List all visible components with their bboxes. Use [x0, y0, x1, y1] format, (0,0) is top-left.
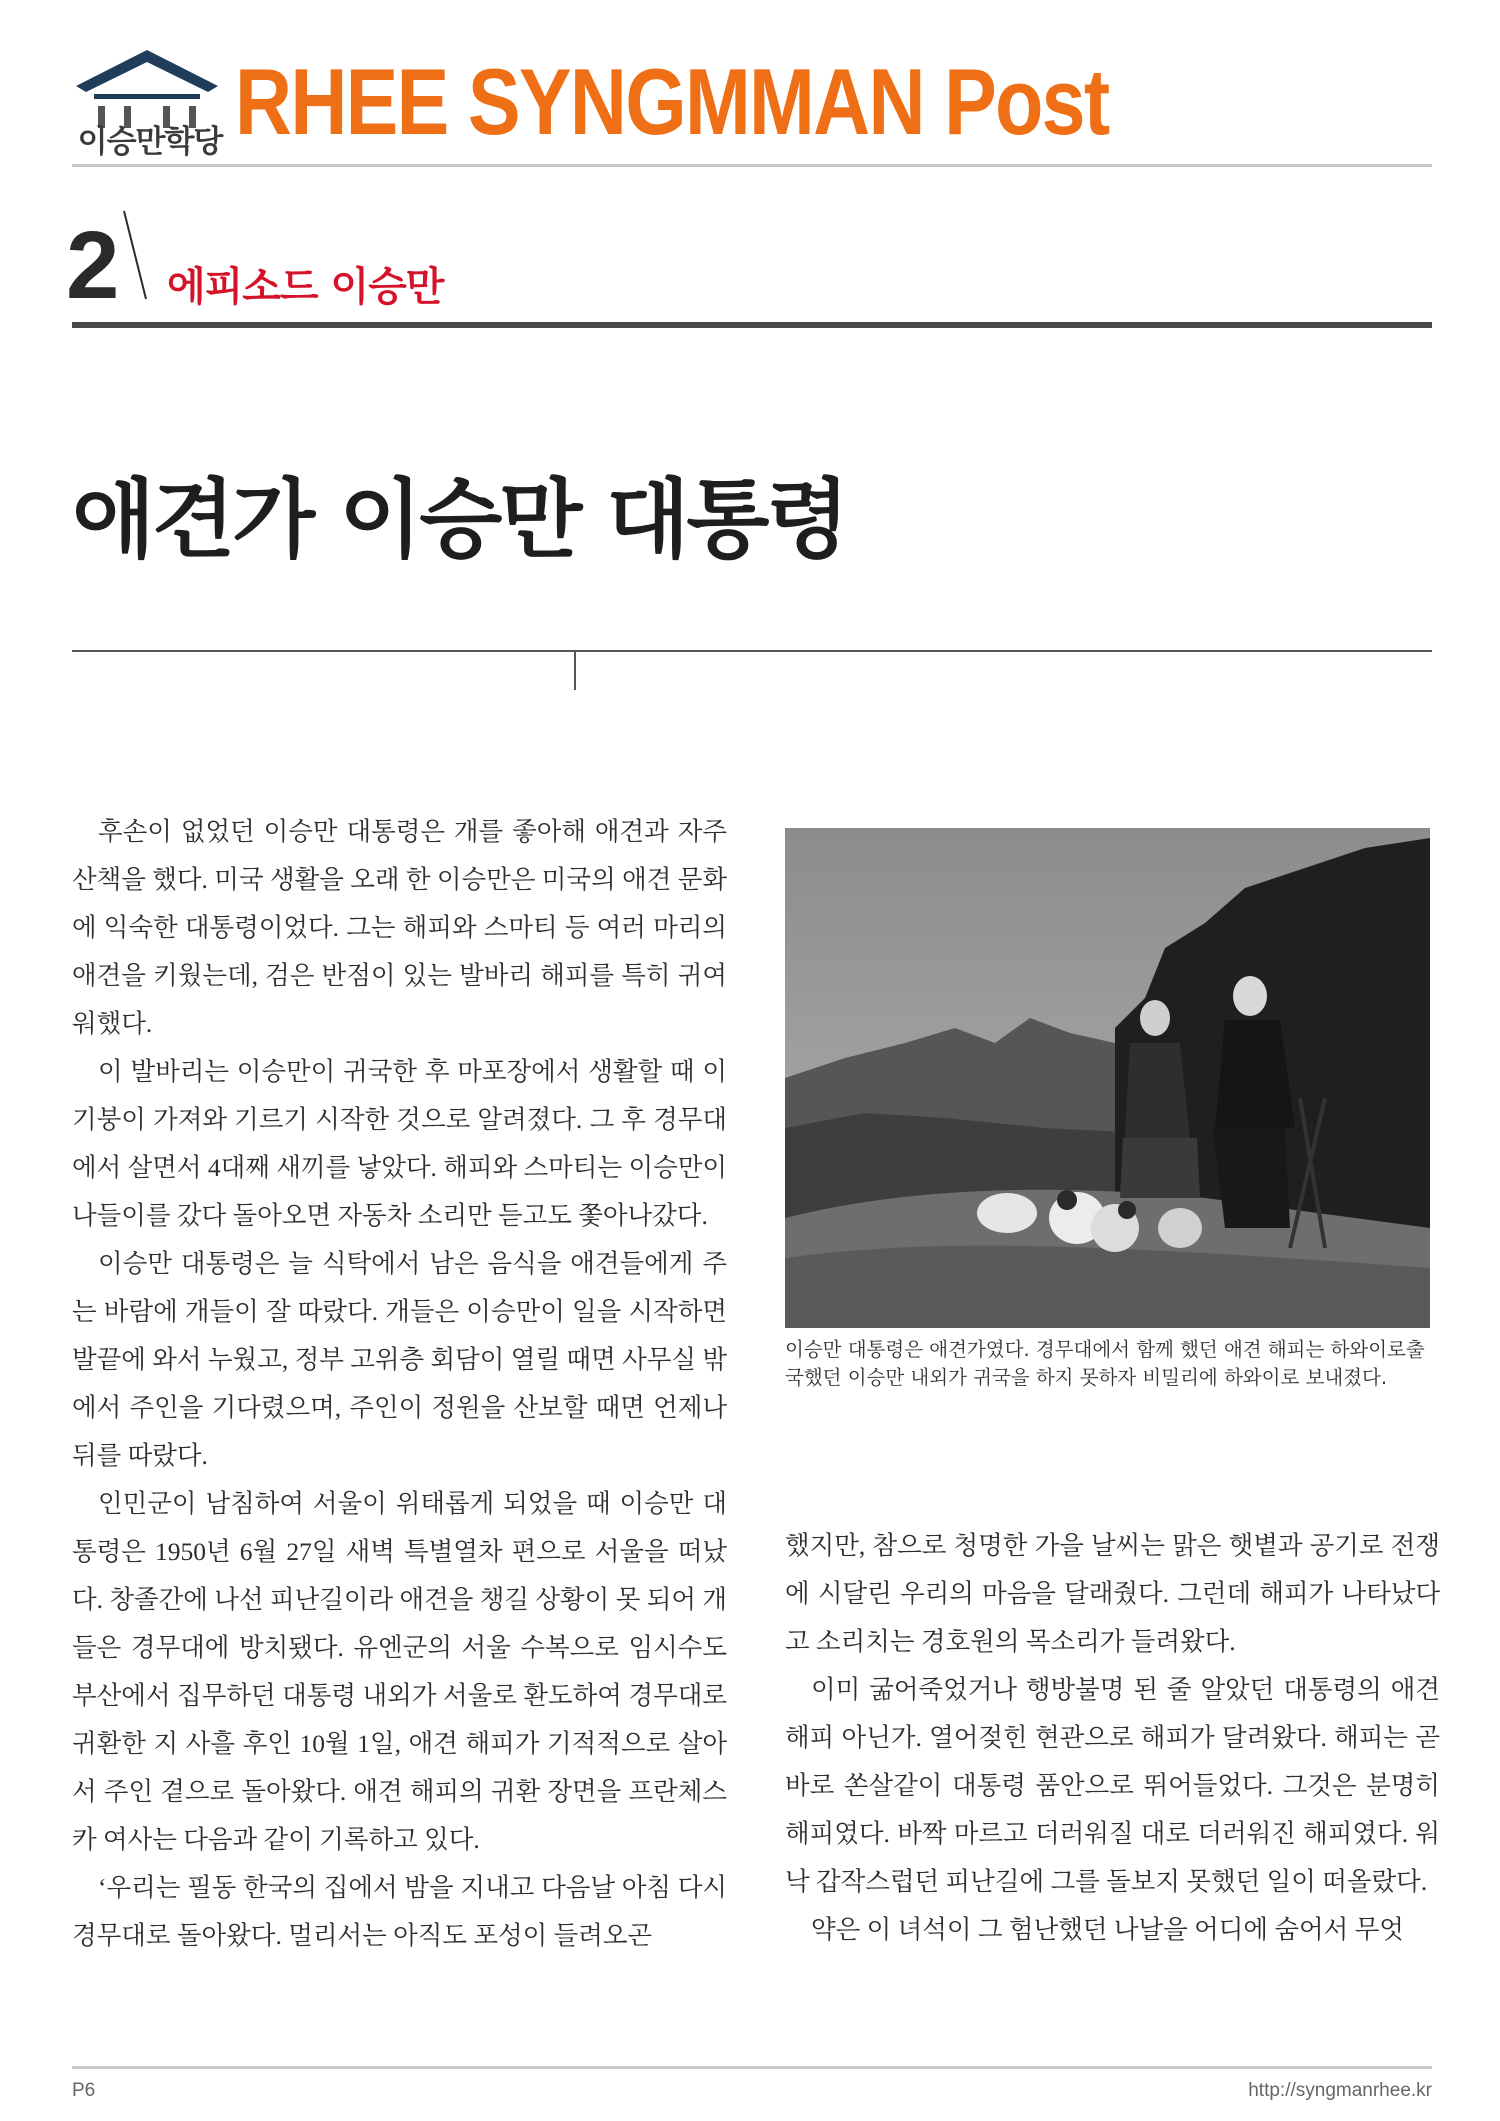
photo-illustration — [785, 828, 1430, 1328]
paragraph: 이 발바리는 이승만이 귀국한 후 마포장에서 생활할 때 이기붕이 가져와 기르기 시작한 것으로 알려졌다. 그 후 경무대에서 살면서 4대째 새끼를 낳았다. 해피와 스마티는 이승만이 나들이를 갔다 돌아오면 자동차 소리만 듣고도 쫓아나갔다. — [72, 1057, 727, 1230]
paragraph: 후손이 없었던 이승만 대통령은 개를 좋아해 애견과 자주 산책을 했다. 미국 생활을 오래 한 이승만은 미국의 애견 문화에 익숙한 대통령이었다. 그는 해피와 스마티 등 여러 마리의 애견을 키웠는데, 검은 반점이 있는 발바리 해피를 특히 귀여워했다. — [72, 817, 727, 1038]
photo-caption: 이승만 대통령은 애견가였다. 경무대에서 함께 했던 애견 해피는 하와이로출국했던 이승만 내외가 귀국을 하지 못하자 비밀리에 하와이로 보내졌다. — [785, 1338, 1425, 1389]
section-divider — [72, 322, 1432, 328]
header-divider — [72, 164, 1432, 167]
paragraph: ‘우리는 필동 한국의 집에서 밤을 지내고 다음날 아침 다시 경무대로 돌아왔다. 멀리서는 아직도 포성이 들려오곤 — [72, 1873, 727, 1950]
article-left-column — [72, 808, 727, 1960]
logo-text: 이승만학당 — [77, 124, 223, 160]
section-slash-divider — [120, 205, 150, 305]
paragraph: 이미 굶어죽었거나 행방불명 된 줄 알았던 대통령의 애견 해피 아닌가. 열어젖힌 현관으로 해피가 달려왔다. 해피는 곧바로 쏜살같이 대통령 품안으로 뛰어들었다. 그것은 분명히 해피였다. 바짝 마르고 더러워질 대로 더러워진 해피였다. 워낙 갑작스럽던 피난길에 그를 돌보지 못했던 일이 떠올랐다. — [785, 1675, 1440, 1896]
section-number: 2 — [66, 212, 120, 319]
article-headline: 애견가 이승만 대통령 — [72, 470, 847, 570]
footer-url[interactable]: http://syngmanrhee.kr — [1248, 2080, 1432, 2101]
footer-divider — [72, 2066, 1432, 2069]
page-number: P6 — [72, 2080, 96, 2101]
article-right-column — [785, 1522, 1440, 1954]
publication-title: RHEE SYNGMMAN Post — [235, 49, 1109, 154]
paragraph: 약은 이 녀석이 그 험난했던 나날을 어디에 숨어서 무엇 — [811, 1915, 1404, 1944]
article-photo — [785, 828, 1430, 1328]
paragraph: 이승만 대통령은 늘 식탁에서 남은 음식을 애견들에게 주는 바람에 개들이 잘 따랐다. 개들은 이승만이 일을 시작하면 발끝에 와서 누웠고, 정부 고위층 회담이 열릴 때면 사무실 밖에서 주인을 기다렸으며, 주인이 정원을 산보할 때면 언제나 뒤를 따랐다. — [72, 1249, 727, 1470]
paragraph: 했지만, 참으로 청명한 가을 날씨는 맑은 햇볕과 공기로 전쟁에 시달린 우리의 마음을 달래줬다. 그런데 해피가 나타났다고 소리치는 경호원의 목소리가 들려왔다. — [785, 1531, 1440, 1656]
paragraph: 인민군이 남침하여 서울이 위태롭게 되었을 때 이승만 대통령은 1950년 6월 27일 새벽 특별열차 편으로 서울을 떠났다. 창졸간에 나선 피난길이라 애견을 챙길 상황이 못 되어 개들은 경무대에 방치됐다. 유엔군의 서울 수복으로 임시수도 부산에서 집무하던 대통령 내외가 서울로 환도하여 경무대로 귀환한 지 사흘 후인 10월 1일, 애견 해피가 기적적으로 살아서 주인 곁으로 돌아왔다. 애견 해피의 귀환 장면을 프란체스카 여사는 다음과 같이 기록하고 있다. — [72, 1489, 727, 1854]
section-title: 에피소드 이승만 — [167, 264, 444, 310]
divider-tick — [574, 652, 576, 690]
headline-divider — [72, 650, 1432, 652]
